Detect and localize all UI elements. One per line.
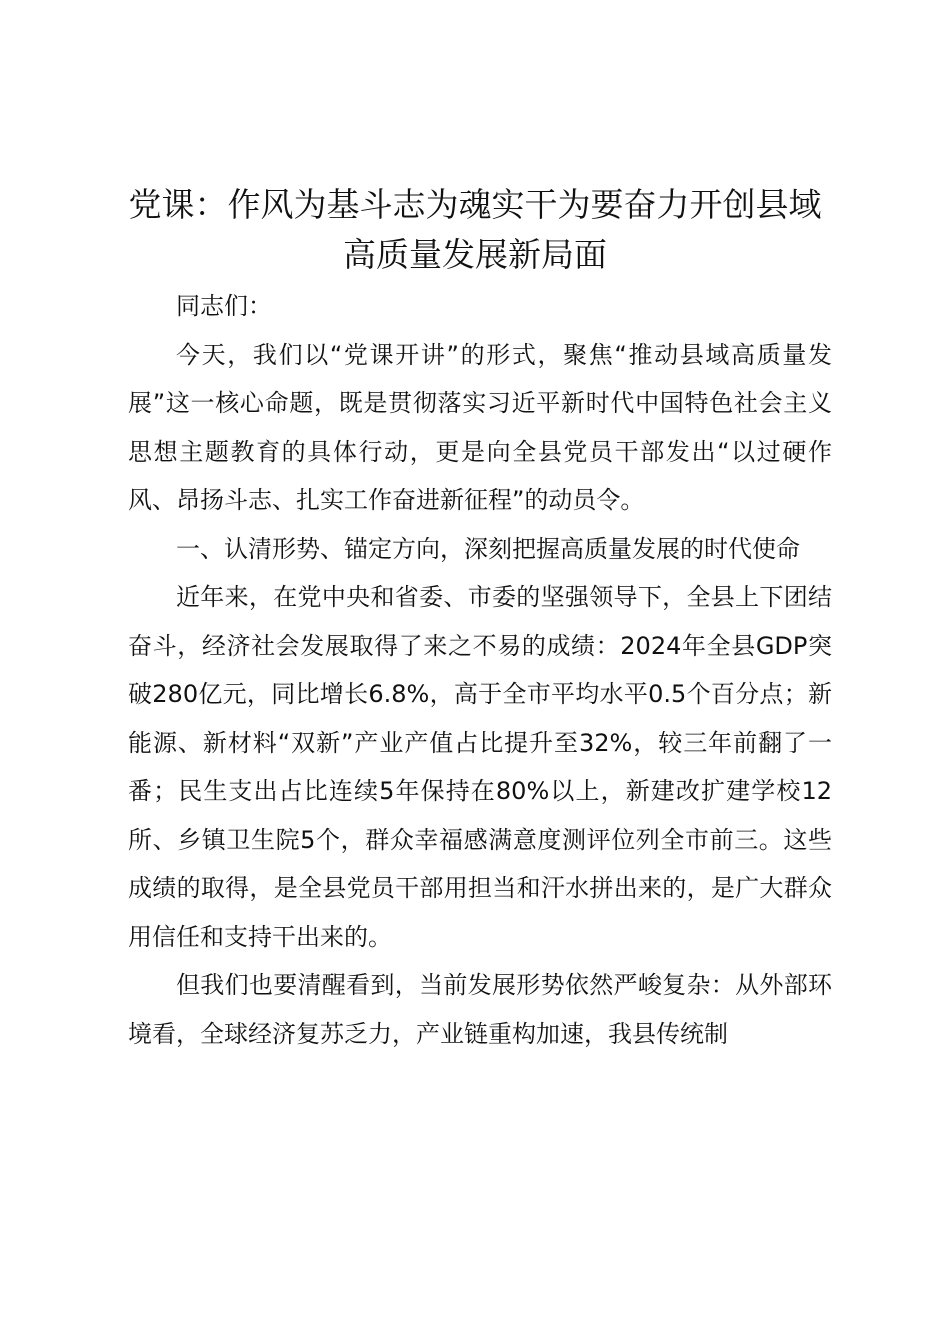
section-heading: 一、认清形势、锚定方向，深刻把握高质量发展的时代使命	[176, 534, 800, 563]
greeting-paragraph: 同志们：	[176, 292, 272, 320]
intro-paragraph: 今天，我们以“党课开讲”的形式，聚焦“推动县域高质量发展”这一核心命题，既是贯彻落实习近平新时代中国特色社会主义思想主题教育的具体行动，更是向全县党员干部发出“以过硬作风、昂扬斗志、扎实工作奋进新征程”的动员令。	[128, 340, 832, 514]
challenges-paragraph: 但我们也要清醒看到，当前发展形势依然严峻复杂：从外部环境看，全球经济复苏乏力，产业链重构加速，我县传统制	[128, 971, 832, 1048]
achievements-paragraph: 近年来，在党中央和省委、市委的坚强领导下，全县上下团结奋斗，经济社会发展取得了来之不易的成绩：2024年全县GDP突破280亿元，同比增长6.8%，高于全市平均水平0.5个百分点；新能源、新材料“双新”产业产值占比提升至32%，较三年前翻了一番；民生支出占比连续5年保持在80%以上，新建改扩建学校12所、乡镇卫生院5个，群众幸福感满意度测评位列全市前三。这些成绩的取得，是全县党员干部用担当和汗水拼出来的，是广大群众用信任和支持干出来的。	[128, 583, 832, 951]
document-body	[128, 282, 832, 1058]
document-title: 党课：作风为基斗志为魂实干为要奋力开创县域高质量发展新局面	[128, 185, 822, 274]
